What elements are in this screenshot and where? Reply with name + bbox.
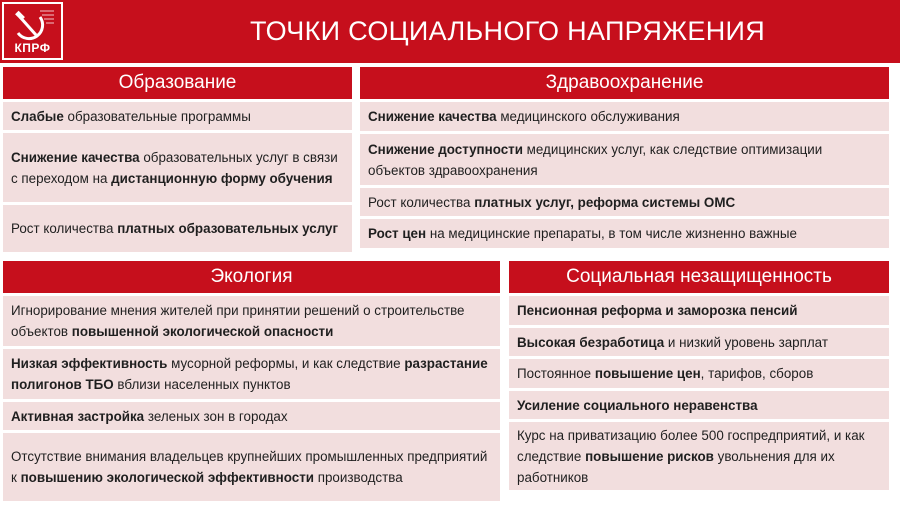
emphasis-text: Рост цен	[368, 226, 427, 241]
page-title: ТОЧКИ СОЦИАЛЬНОГО НАПРЯЖЕНИЯ	[250, 16, 766, 46]
emphasis-text: повышению экологической эффективности	[20, 470, 314, 485]
list-item	[3, 296, 500, 346]
emphasis-text: Пенсионная реформа и заморозка пенсий	[517, 303, 798, 318]
row-text: Рост количества платных услуг, реформа системы ОМС	[368, 194, 736, 210]
row-text: Отсутствие внимания владельцев крупнейших промышленных предприятий к повышению экологической эффективности производства	[11, 449, 488, 485]
emphasis-text: платных образовательных услуг	[117, 221, 339, 236]
logo-text: КПРФ	[14, 41, 51, 55]
emphasis-text: повышение рисков	[585, 448, 714, 464]
list-item	[3, 102, 352, 130]
list-item	[360, 102, 889, 131]
row-text: Игнорирование мнения жителей при принятии решений о строительстве объектов повышенной экологической опасности	[11, 303, 465, 339]
row-text: Постоянное повышение цен, тарифов, сборов	[517, 366, 814, 381]
emphasis-text: Снижение качества	[11, 149, 140, 165]
emphasis-text: Активная застройка	[11, 408, 145, 424]
list-item	[509, 422, 889, 490]
panel-social	[509, 261, 889, 493]
row-text	[517, 300, 881, 321]
row-text: Слабые образовательные программы	[11, 108, 251, 124]
emphasis-text: разрастание полигонов ТБО	[11, 356, 488, 392]
row-text: Снижение доступности медицинских услуг, как следствие оптимизации объектов здравоохранения	[368, 141, 823, 178]
row-text: Низкая эффективность мусорной реформы, и как следствие разрастание полигонов ТБО вблизи населенных пунктов	[11, 356, 488, 392]
emphasis-text: Низкая эффективность	[11, 356, 168, 371]
row-text: Рост цен на медицинские препараты, в том числе жизненно важные	[368, 226, 797, 241]
panel-education	[3, 67, 352, 255]
list-item	[3, 349, 500, 399]
list-item	[360, 134, 889, 185]
panel-title: Образование	[3, 67, 352, 99]
list-item	[509, 328, 889, 356]
row-text: Курс на приватизацию более 500 госпредприятий, и как следствие повышение рисков увольнения для их работников	[517, 427, 865, 485]
panel-title: Здравоохранение	[360, 67, 889, 99]
row-text: Снижение качества медицинского обслуживания	[368, 109, 680, 124]
emphasis-text: Слабые	[11, 108, 64, 124]
list-item	[3, 402, 500, 430]
list-item	[3, 433, 500, 501]
header-bar	[0, 0, 900, 63]
kprf-logo	[2, 2, 63, 60]
emphasis-text: повышение цен	[594, 366, 701, 381]
list-item	[3, 205, 352, 252]
emphasis-text: Высокая безработица	[517, 334, 665, 350]
list-item	[509, 359, 889, 388]
emphasis-text: дистанционную форму обучения	[111, 170, 333, 186]
emphasis-text: повышенной экологической опасности	[71, 324, 334, 339]
list-item	[3, 133, 352, 202]
row-text	[517, 395, 881, 416]
list-item	[360, 188, 889, 216]
row-text: Рост количества платных образовательных услуг	[11, 221, 339, 236]
panel-title: Социальная незащищенность	[509, 261, 889, 293]
row-text: Снижение качества образовательных услуг в связи с переходом на дистанционную форму обучения	[11, 149, 338, 186]
emphasis-text: Усиление социального неравенства	[517, 397, 758, 413]
row-text: Активная застройка зеленых зон в городах	[11, 408, 288, 424]
panel-healthcare	[360, 67, 889, 251]
list-item	[509, 296, 889, 325]
row-text: Высокая безработица и низкий уровень зарплат	[517, 334, 828, 350]
list-item	[360, 219, 889, 248]
emphasis-text: Снижение качества	[368, 109, 497, 124]
emphasis-text: Снижение доступности	[368, 141, 523, 157]
hammer-sickle-icon	[10, 7, 56, 43]
panel-ecology	[3, 261, 500, 504]
list-item	[509, 391, 889, 419]
emphasis-text: платных услуг, реформа системы ОМС	[474, 194, 736, 210]
panel-title: Экология	[3, 261, 500, 293]
